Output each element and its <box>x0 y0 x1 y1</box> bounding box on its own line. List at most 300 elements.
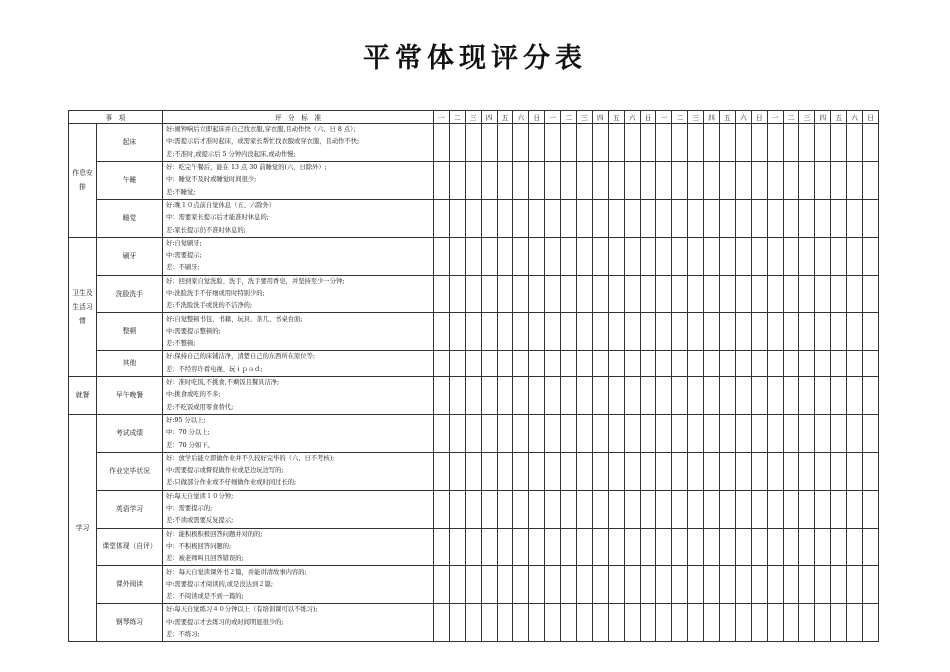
score-cell[interactable] <box>640 237 656 275</box>
score-cell[interactable] <box>720 452 736 490</box>
score-cell[interactable] <box>624 452 640 490</box>
score-cell[interactable] <box>735 124 751 162</box>
score-cell[interactable] <box>815 414 831 452</box>
score-cell[interactable] <box>577 414 593 452</box>
score-cell[interactable] <box>783 528 799 566</box>
score-cell[interactable] <box>735 566 751 604</box>
score-cell[interactable] <box>624 161 640 199</box>
score-cell[interactable] <box>545 566 561 604</box>
score-cell[interactable] <box>767 275 783 313</box>
score-cell[interactable] <box>688 275 704 313</box>
score-cell[interactable] <box>720 566 736 604</box>
score-cell[interactable] <box>577 351 593 377</box>
score-cell[interactable] <box>608 566 624 604</box>
score-cell[interactable] <box>545 376 561 414</box>
score-cell[interactable] <box>592 490 608 528</box>
score-cell[interactable] <box>831 351 847 377</box>
score-cell[interactable] <box>465 313 481 351</box>
score-cell[interactable] <box>497 452 513 490</box>
score-cell[interactable] <box>720 528 736 566</box>
score-cell[interactable] <box>608 161 624 199</box>
score-cell[interactable] <box>767 490 783 528</box>
score-cell[interactable] <box>735 604 751 642</box>
score-cell[interactable] <box>799 376 815 414</box>
score-cell[interactable] <box>799 351 815 377</box>
score-cell[interactable] <box>608 490 624 528</box>
score-cell[interactable] <box>704 275 720 313</box>
score-cell[interactable] <box>481 124 497 162</box>
score-cell[interactable] <box>735 490 751 528</box>
score-cell[interactable] <box>783 490 799 528</box>
score-cell[interactable] <box>561 199 577 237</box>
score-cell[interactable] <box>640 604 656 642</box>
score-cell[interactable] <box>640 566 656 604</box>
score-cell[interactable] <box>672 351 688 377</box>
score-cell[interactable] <box>577 124 593 162</box>
score-cell[interactable] <box>481 414 497 452</box>
score-cell[interactable] <box>561 604 577 642</box>
score-cell[interactable] <box>577 313 593 351</box>
score-cell[interactable] <box>513 351 529 377</box>
score-cell[interactable] <box>449 313 465 351</box>
score-cell[interactable] <box>688 490 704 528</box>
score-cell[interactable] <box>656 275 672 313</box>
score-cell[interactable] <box>767 528 783 566</box>
score-cell[interactable] <box>672 376 688 414</box>
score-cell[interactable] <box>831 313 847 351</box>
score-cell[interactable] <box>735 452 751 490</box>
score-cell[interactable] <box>513 237 529 275</box>
score-cell[interactable] <box>529 199 545 237</box>
score-cell[interactable] <box>767 237 783 275</box>
score-cell[interactable] <box>529 604 545 642</box>
score-cell[interactable] <box>831 604 847 642</box>
score-cell[interactable] <box>735 199 751 237</box>
score-cell[interactable] <box>481 452 497 490</box>
score-cell[interactable] <box>672 528 688 566</box>
score-cell[interactable] <box>434 161 450 199</box>
score-cell[interactable] <box>529 566 545 604</box>
score-cell[interactable] <box>863 161 879 199</box>
score-cell[interactable] <box>529 313 545 351</box>
score-cell[interactable] <box>751 237 767 275</box>
score-cell[interactable] <box>529 161 545 199</box>
score-cell[interactable] <box>847 604 863 642</box>
score-cell[interactable] <box>704 452 720 490</box>
score-cell[interactable] <box>847 313 863 351</box>
score-cell[interactable] <box>863 604 879 642</box>
score-cell[interactable] <box>831 275 847 313</box>
score-cell[interactable] <box>529 414 545 452</box>
score-cell[interactable] <box>545 199 561 237</box>
score-cell[interactable] <box>831 452 847 490</box>
score-cell[interactable] <box>561 351 577 377</box>
score-cell[interactable] <box>735 275 751 313</box>
score-cell[interactable] <box>767 161 783 199</box>
score-cell[interactable] <box>608 199 624 237</box>
score-cell[interactable] <box>799 452 815 490</box>
score-cell[interactable] <box>831 414 847 452</box>
score-cell[interactable] <box>831 199 847 237</box>
score-cell[interactable] <box>831 566 847 604</box>
score-cell[interactable] <box>449 604 465 642</box>
score-cell[interactable] <box>592 351 608 377</box>
score-cell[interactable] <box>815 124 831 162</box>
score-cell[interactable] <box>513 376 529 414</box>
score-cell[interactable] <box>592 124 608 162</box>
score-cell[interactable] <box>624 566 640 604</box>
score-cell[interactable] <box>751 528 767 566</box>
score-cell[interactable] <box>863 452 879 490</box>
score-cell[interactable] <box>720 161 736 199</box>
score-cell[interactable] <box>545 351 561 377</box>
score-cell[interactable] <box>783 237 799 275</box>
score-cell[interactable] <box>640 528 656 566</box>
score-cell[interactable] <box>545 161 561 199</box>
score-cell[interactable] <box>831 376 847 414</box>
score-cell[interactable] <box>720 604 736 642</box>
score-cell[interactable] <box>640 376 656 414</box>
score-cell[interactable] <box>704 604 720 642</box>
score-cell[interactable] <box>672 566 688 604</box>
score-cell[interactable] <box>529 528 545 566</box>
score-cell[interactable] <box>783 604 799 642</box>
score-cell[interactable] <box>624 351 640 377</box>
score-cell[interactable] <box>720 414 736 452</box>
score-cell[interactable] <box>863 275 879 313</box>
score-cell[interactable] <box>831 124 847 162</box>
score-cell[interactable] <box>529 376 545 414</box>
score-cell[interactable] <box>592 414 608 452</box>
score-cell[interactable] <box>449 275 465 313</box>
score-cell[interactable] <box>434 490 450 528</box>
score-cell[interactable] <box>481 161 497 199</box>
score-cell[interactable] <box>815 490 831 528</box>
score-cell[interactable] <box>481 566 497 604</box>
score-cell[interactable] <box>481 199 497 237</box>
score-cell[interactable] <box>434 604 450 642</box>
score-cell[interactable] <box>608 237 624 275</box>
score-cell[interactable] <box>640 124 656 162</box>
score-cell[interactable] <box>434 566 450 604</box>
score-cell[interactable] <box>799 275 815 313</box>
score-cell[interactable] <box>704 237 720 275</box>
score-cell[interactable] <box>624 124 640 162</box>
score-cell[interactable] <box>799 566 815 604</box>
score-cell[interactable] <box>497 376 513 414</box>
score-cell[interactable] <box>592 528 608 566</box>
score-cell[interactable] <box>751 376 767 414</box>
score-cell[interactable] <box>799 199 815 237</box>
score-cell[interactable] <box>656 313 672 351</box>
score-cell[interactable] <box>751 566 767 604</box>
score-cell[interactable] <box>640 313 656 351</box>
score-cell[interactable] <box>577 199 593 237</box>
score-cell[interactable] <box>577 566 593 604</box>
score-cell[interactable] <box>434 124 450 162</box>
score-cell[interactable] <box>640 452 656 490</box>
score-cell[interactable] <box>672 199 688 237</box>
score-cell[interactable] <box>735 237 751 275</box>
score-cell[interactable] <box>720 376 736 414</box>
score-cell[interactable] <box>767 124 783 162</box>
score-cell[interactable] <box>513 414 529 452</box>
score-cell[interactable] <box>449 452 465 490</box>
score-cell[interactable] <box>481 490 497 528</box>
score-cell[interactable] <box>529 490 545 528</box>
score-cell[interactable] <box>847 237 863 275</box>
score-cell[interactable] <box>656 376 672 414</box>
score-cell[interactable] <box>656 124 672 162</box>
score-cell[interactable] <box>561 452 577 490</box>
score-cell[interactable] <box>799 414 815 452</box>
score-cell[interactable] <box>751 124 767 162</box>
score-cell[interactable] <box>863 199 879 237</box>
score-cell[interactable] <box>799 490 815 528</box>
score-cell[interactable] <box>767 452 783 490</box>
score-cell[interactable] <box>434 275 450 313</box>
score-cell[interactable] <box>449 237 465 275</box>
score-cell[interactable] <box>497 528 513 566</box>
score-cell[interactable] <box>592 376 608 414</box>
score-cell[interactable] <box>561 376 577 414</box>
score-cell[interactable] <box>592 604 608 642</box>
score-cell[interactable] <box>672 490 688 528</box>
score-cell[interactable] <box>545 237 561 275</box>
score-cell[interactable] <box>513 490 529 528</box>
score-cell[interactable] <box>688 414 704 452</box>
score-cell[interactable] <box>831 528 847 566</box>
score-cell[interactable] <box>656 414 672 452</box>
score-cell[interactable] <box>688 604 704 642</box>
score-cell[interactable] <box>704 313 720 351</box>
score-cell[interactable] <box>577 161 593 199</box>
score-cell[interactable] <box>656 161 672 199</box>
score-cell[interactable] <box>545 313 561 351</box>
score-cell[interactable] <box>847 161 863 199</box>
score-cell[interactable] <box>751 490 767 528</box>
score-cell[interactable] <box>720 275 736 313</box>
score-cell[interactable] <box>688 376 704 414</box>
score-cell[interactable] <box>608 452 624 490</box>
score-cell[interactable] <box>465 566 481 604</box>
score-cell[interactable] <box>863 490 879 528</box>
score-cell[interactable] <box>624 275 640 313</box>
score-cell[interactable] <box>688 452 704 490</box>
score-cell[interactable] <box>672 237 688 275</box>
score-cell[interactable] <box>608 313 624 351</box>
score-cell[interactable] <box>751 199 767 237</box>
score-cell[interactable] <box>831 237 847 275</box>
score-cell[interactable] <box>449 351 465 377</box>
score-cell[interactable] <box>497 275 513 313</box>
score-cell[interactable] <box>783 351 799 377</box>
score-cell[interactable] <box>465 237 481 275</box>
score-cell[interactable] <box>847 351 863 377</box>
score-cell[interactable] <box>688 351 704 377</box>
score-cell[interactable] <box>640 414 656 452</box>
score-cell[interactable] <box>735 351 751 377</box>
score-cell[interactable] <box>449 199 465 237</box>
score-cell[interactable] <box>751 313 767 351</box>
score-cell[interactable] <box>847 275 863 313</box>
score-cell[interactable] <box>767 566 783 604</box>
score-cell[interactable] <box>561 313 577 351</box>
score-cell[interactable] <box>656 199 672 237</box>
score-cell[interactable] <box>767 604 783 642</box>
score-cell[interactable] <box>656 351 672 377</box>
score-cell[interactable] <box>434 237 450 275</box>
score-cell[interactable] <box>465 376 481 414</box>
score-cell[interactable] <box>672 161 688 199</box>
score-cell[interactable] <box>704 414 720 452</box>
score-cell[interactable] <box>735 313 751 351</box>
score-cell[interactable] <box>863 566 879 604</box>
score-cell[interactable] <box>434 199 450 237</box>
score-cell[interactable] <box>656 604 672 642</box>
score-cell[interactable] <box>465 414 481 452</box>
score-cell[interactable] <box>831 161 847 199</box>
score-cell[interactable] <box>704 376 720 414</box>
score-cell[interactable] <box>751 414 767 452</box>
score-cell[interactable] <box>815 528 831 566</box>
score-cell[interactable] <box>577 604 593 642</box>
score-cell[interactable] <box>735 161 751 199</box>
score-cell[interactable] <box>767 351 783 377</box>
score-cell[interactable] <box>608 528 624 566</box>
score-cell[interactable] <box>640 161 656 199</box>
score-cell[interactable] <box>720 237 736 275</box>
score-cell[interactable] <box>624 376 640 414</box>
score-cell[interactable] <box>767 414 783 452</box>
score-cell[interactable] <box>577 452 593 490</box>
score-cell[interactable] <box>561 124 577 162</box>
score-cell[interactable] <box>624 604 640 642</box>
score-cell[interactable] <box>481 528 497 566</box>
score-cell[interactable] <box>815 351 831 377</box>
score-cell[interactable] <box>481 237 497 275</box>
score-cell[interactable] <box>815 376 831 414</box>
score-cell[interactable] <box>688 237 704 275</box>
score-cell[interactable] <box>799 528 815 566</box>
score-cell[interactable] <box>577 528 593 566</box>
score-cell[interactable] <box>449 490 465 528</box>
score-cell[interactable] <box>863 414 879 452</box>
score-cell[interactable] <box>497 313 513 351</box>
score-cell[interactable] <box>624 528 640 566</box>
score-cell[interactable] <box>783 124 799 162</box>
score-cell[interactable] <box>783 313 799 351</box>
score-cell[interactable] <box>449 528 465 566</box>
score-cell[interactable] <box>624 237 640 275</box>
score-cell[interactable] <box>529 452 545 490</box>
score-cell[interactable] <box>799 604 815 642</box>
score-cell[interactable] <box>497 237 513 275</box>
score-cell[interactable] <box>434 528 450 566</box>
score-cell[interactable] <box>847 414 863 452</box>
score-cell[interactable] <box>656 490 672 528</box>
score-cell[interactable] <box>608 351 624 377</box>
score-cell[interactable] <box>497 161 513 199</box>
score-cell[interactable] <box>815 237 831 275</box>
score-cell[interactable] <box>720 490 736 528</box>
score-cell[interactable] <box>751 351 767 377</box>
score-cell[interactable] <box>656 528 672 566</box>
score-cell[interactable] <box>704 124 720 162</box>
score-cell[interactable] <box>481 351 497 377</box>
score-cell[interactable] <box>497 604 513 642</box>
score-cell[interactable] <box>561 237 577 275</box>
score-cell[interactable] <box>783 161 799 199</box>
score-cell[interactable] <box>815 566 831 604</box>
score-cell[interactable] <box>513 528 529 566</box>
score-cell[interactable] <box>449 124 465 162</box>
score-cell[interactable] <box>434 313 450 351</box>
score-cell[interactable] <box>592 566 608 604</box>
score-cell[interactable] <box>561 566 577 604</box>
score-cell[interactable] <box>863 528 879 566</box>
score-cell[interactable] <box>434 351 450 377</box>
score-cell[interactable] <box>704 566 720 604</box>
score-cell[interactable] <box>799 124 815 162</box>
score-cell[interactable] <box>720 313 736 351</box>
score-cell[interactable] <box>529 351 545 377</box>
score-cell[interactable] <box>720 199 736 237</box>
score-cell[interactable] <box>561 161 577 199</box>
score-cell[interactable] <box>767 376 783 414</box>
score-cell[interactable] <box>608 376 624 414</box>
score-cell[interactable] <box>672 313 688 351</box>
score-cell[interactable] <box>783 452 799 490</box>
score-cell[interactable] <box>815 199 831 237</box>
score-cell[interactable] <box>561 414 577 452</box>
score-cell[interactable] <box>799 313 815 351</box>
score-cell[interactable] <box>481 376 497 414</box>
score-cell[interactable] <box>672 275 688 313</box>
score-cell[interactable] <box>847 124 863 162</box>
score-cell[interactable] <box>847 376 863 414</box>
score-cell[interactable] <box>815 275 831 313</box>
score-cell[interactable] <box>688 161 704 199</box>
score-cell[interactable] <box>863 313 879 351</box>
score-cell[interactable] <box>465 452 481 490</box>
score-cell[interactable] <box>465 351 481 377</box>
score-cell[interactable] <box>577 490 593 528</box>
score-cell[interactable] <box>465 275 481 313</box>
score-cell[interactable] <box>592 313 608 351</box>
score-cell[interactable] <box>735 528 751 566</box>
score-cell[interactable] <box>577 237 593 275</box>
score-cell[interactable] <box>672 452 688 490</box>
score-cell[interactable] <box>656 566 672 604</box>
score-cell[interactable] <box>608 604 624 642</box>
score-cell[interactable] <box>465 490 481 528</box>
score-cell[interactable] <box>624 414 640 452</box>
score-cell[interactable] <box>640 199 656 237</box>
score-cell[interactable] <box>688 313 704 351</box>
score-cell[interactable] <box>847 528 863 566</box>
score-cell[interactable] <box>608 124 624 162</box>
score-cell[interactable] <box>863 351 879 377</box>
score-cell[interactable] <box>624 490 640 528</box>
score-cell[interactable] <box>783 414 799 452</box>
score-cell[interactable] <box>481 275 497 313</box>
score-cell[interactable] <box>640 275 656 313</box>
score-cell[interactable] <box>799 161 815 199</box>
score-cell[interactable] <box>704 528 720 566</box>
score-cell[interactable] <box>449 414 465 452</box>
score-cell[interactable] <box>640 490 656 528</box>
